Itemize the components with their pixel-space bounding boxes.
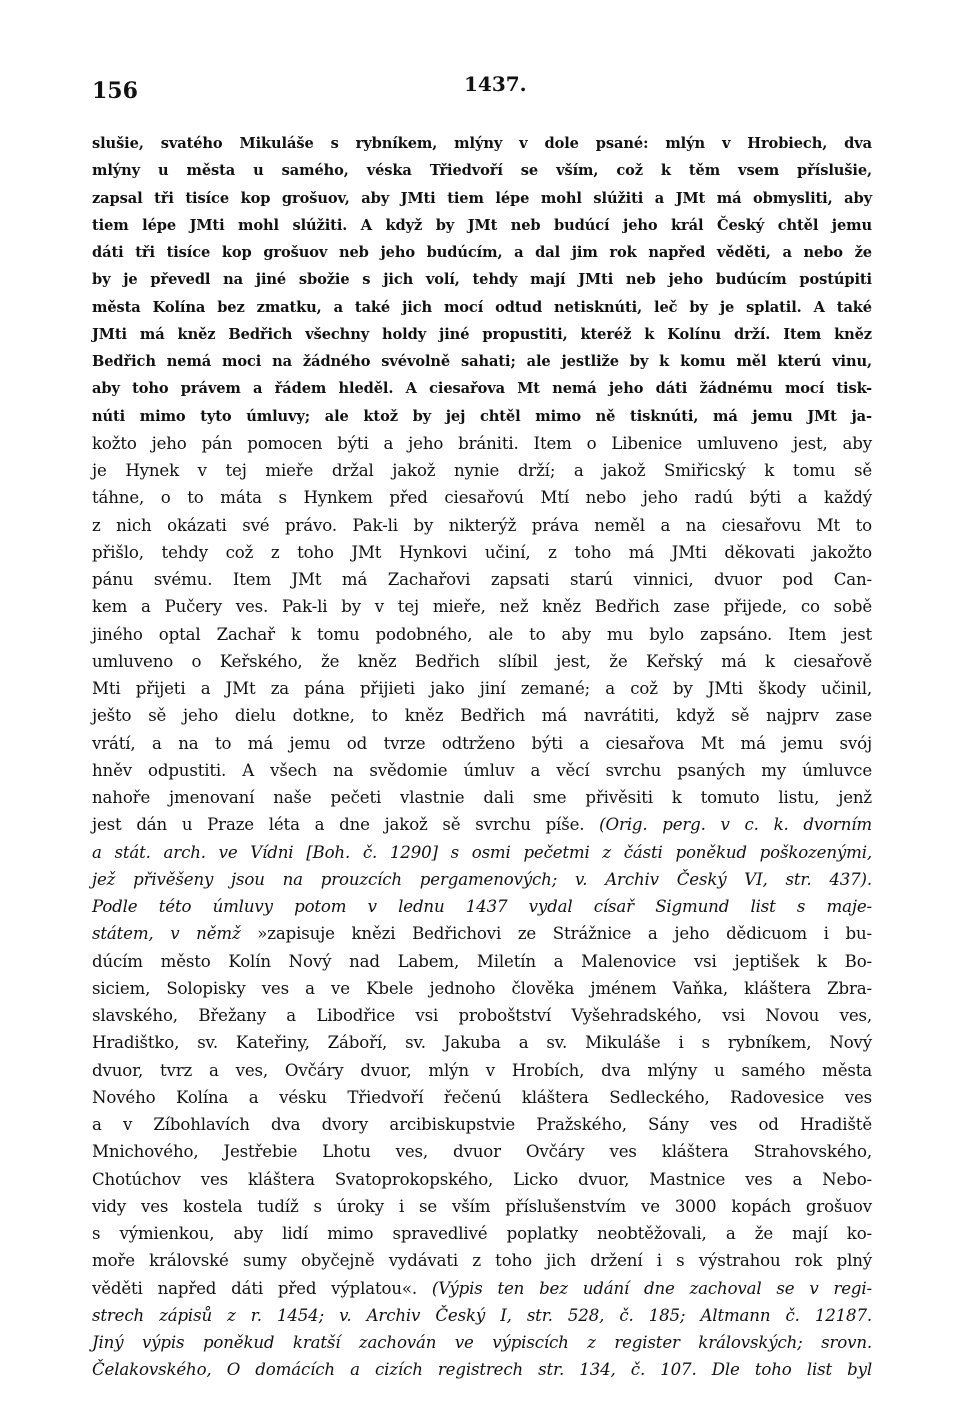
text-line-main: je Hynek v tej mieře držal jakož nynie drží; a jakož Smiřicský k tomu sě: [92, 461, 872, 480]
text-line-main: pánu svému. Item JMt má Zachařovi zapsati starú vinnici, dvuor pod Can-: [92, 570, 872, 589]
text-line-main: jest dán u Praze léta a dne jakož sě svrchu píše.: [92, 815, 585, 835]
text-line: [92, 1029, 872, 1056]
text-line-main: dáti tři tisíce kop grošuov neb jeho budúcím, a dal jim rok napřed věděti, a nebo že: [92, 244, 872, 261]
text-line: [92, 757, 872, 784]
text-line: [92, 784, 872, 811]
text-line: [92, 675, 872, 702]
text-line: [92, 920, 872, 947]
text-line-main: z nich okázati své právo. Pak-li by nikterýž práva neměl a na ciesařovu Mt to: [92, 515, 872, 535]
text-line-main: nahoře jmenovaní naše pečeti vlastnie dali sme přivěsiti k tomuto listu, jenž: [92, 788, 872, 807]
text-line-main: núti mimo tyto úmluvy; ale ktož by jej chtěl mimo ně tisknúti, má jemu JMt ja-: [92, 407, 872, 425]
text-line: [92, 975, 872, 1002]
text-line-main: Nového Kolína a vésku Třiedvoří řečenú kláštera Sedleckého, Radovesice ves: [92, 1087, 872, 1107]
text-line-main: zapsal tři tisíce kop grošuov, aby JMti tiem lépe mohl slúžiti a JMt má obmysliti, aby: [92, 189, 872, 207]
text-line: [92, 811, 872, 838]
text-line-main: věděti napřed dáti před výplatou«.: [92, 1278, 418, 1298]
text-line-main: Mti přijeti a JMt za pána přijieti jako jiní zemané; a což by JMti škody učinil,: [92, 679, 872, 698]
text-line: [92, 1329, 872, 1356]
text-line-main: kem a Pučery ves. Pak-li by v tej mieře, než kněz Bedřich zase přijede, co sobě: [92, 597, 872, 617]
text-line: [92, 239, 872, 266]
text-line: [92, 484, 872, 511]
text-line: [92, 321, 872, 348]
text-line-main: mlýny u města u samého, véska Třiedvoří se vším, což k těm vsem příslušie,: [92, 162, 872, 180]
text-line: [92, 1220, 872, 1247]
text-line-main: Čelakovského, O domácích a cizích registrech str. 134, č. 107. Dle toho list byl: [92, 1360, 872, 1380]
text-line: [92, 730, 872, 757]
text-line: [92, 1084, 872, 1111]
text-line: [92, 1166, 872, 1193]
text-line-main: jež přivěšeny jsou na prouzcích pergamenových; v. Archiv Český VI, str. 437).: [92, 869, 872, 889]
text-line-main: hněv odpustiti. A všech na svědomie úmluv a věcí svrchu psaných my úmluvce: [92, 760, 872, 780]
text-line-main: a stát. arch. ve Vídni [Boh. č. 1290] s osmi pečetmi z části poněkud poškozenými,: [92, 842, 872, 862]
text-line-main: by je převedl na jiné sbožie s jich volí, tehdy mají JMti neb jeho budúcím postúpiti: [92, 271, 872, 289]
text-line-main: slavského, Břežany a Libodřice vsi proboštství Vyšehradského, vsi Novou ves,: [92, 1006, 872, 1025]
text-line: [92, 621, 872, 648]
text-line-main: města Kolína bez zmatku, a také jich mocí odtud netisknúti, leč by je splatil. A také: [92, 298, 872, 316]
text-line: [92, 185, 872, 212]
text-line-main: jiného optal Zachař k tomu podobného, ale to aby mu bylo zapsáno. Item jest: [92, 624, 872, 644]
text-line-main: ješto sě jeho dielu dotkne, to kněz Bedřich má navrátiti, když sě najprv zase: [92, 706, 872, 726]
text-line-main: aby toho právem a řádem hleděl. A ciesařova Mt nemá jeho dáti žádnému mocí tisk-: [92, 380, 872, 398]
text-line: [92, 539, 872, 566]
text-line: [92, 1138, 872, 1165]
text-line: [92, 566, 872, 593]
text-line-main: moře královské sumy obyčejně vydávati z toho jich držení i s výstrahou rok plný: [92, 1251, 872, 1271]
text-line: [92, 1057, 872, 1084]
text-line-main: siciem, Solopisky ves a ve Kbele jednoho člověka jménem Vaňka, kláštera Zbra-: [92, 978, 872, 998]
text-line: [92, 512, 872, 539]
text-line: [92, 266, 872, 293]
text-line-main: státem, v němž: [92, 924, 241, 944]
text-line: [92, 866, 872, 893]
text-line-main: přišlo, tehdy což z toho JMt Hynkovi učiní, z toho má JMti děkovati jakožto: [92, 542, 872, 562]
text-line: [92, 375, 872, 402]
text-line-main: vidy ves kostela tudíž s úroky i se vším příslušenstvím ve 3000 kopách grošuov: [92, 1196, 872, 1216]
text-line-main: umluveno o Keřského, že kněz Bedřich slíbil jest, že Keřský má k ciesařově: [92, 651, 872, 671]
text-line: [92, 457, 872, 484]
text-line-italic-tail: (Výpis ten bez udání dne zachoval se v regi-: [417, 1278, 872, 1298]
text-line-main: Jiný výpis poněkud kratší zachován ve výpiscích z register královských; srovn.: [92, 1333, 872, 1352]
text-line-roman-tail: »zapisuje knězi Bedřichovi ze Strážnice a jeho dědicuom i bu-: [240, 924, 872, 944]
text-line-main: s výmienkou, aby lidí mimo spravedlivé poplatky neobtěžovali, a že mají ko-: [92, 1224, 872, 1243]
text-line: [92, 1193, 872, 1220]
text-line: [92, 648, 872, 675]
text-line: [92, 403, 872, 430]
running-header-year: 1437.: [464, 72, 527, 96]
text-line-main: Podle této úmluvy potom v lednu 1437 vydal císař Sigmund list s maje-: [92, 897, 872, 916]
body-text: [92, 130, 872, 1384]
text-line-main: JMti má kněz Bedřich všechny holdy jiné propustiti, kteréž k Kolínu drží. Item kněz: [92, 325, 872, 343]
text-line: [92, 593, 872, 620]
text-line-main: strech zápisů z r. 1454; v. Archiv Český I, str. 528, č. 185; Altmann č. 12187.: [92, 1305, 872, 1325]
text-line-main: dúcím město Kolín Nový nad Labem, Miletín a Malenovice vsi jeptišek k Bo-: [92, 951, 872, 971]
text-line: [92, 702, 872, 729]
text-line: [92, 130, 872, 157]
text-line-main: dvuor, tvrz a ves, Ovčáry dvuor, mlýn v Hrobích, dva mlýny u samého města: [92, 1060, 872, 1080]
text-line-main: Hradištko, sv. Kateřiny, Záboří, sv. Jakuba a sv. Mikuláše i s rybníkem, Nový: [92, 1033, 872, 1053]
text-line: [92, 1247, 872, 1274]
text-line-italic-tail: (Orig. perg. v c. k. dvorním: [584, 815, 872, 835]
text-line: [92, 157, 872, 184]
text-line-main: táhne, o to máta s Hynkem před ciesařovú Mtí nebo jeho radú býti a každý: [92, 488, 872, 508]
text-line: [92, 1275, 872, 1302]
text-line: [92, 430, 872, 457]
text-line-main: tiem lépe JMti mohl slúžiti. A když by JMt neb budúcí jeho král Český chtěl jemu: [92, 216, 872, 234]
page-number: 156: [92, 78, 138, 104]
text-line: [92, 839, 872, 866]
text-line-main: Chotúchov ves kláštera Svatoprokopského, Licko dvuor, Mastnice ves a Nebo-: [92, 1169, 872, 1189]
text-line-main: vrátí, a na to má jemu od tvrze odtrženo býti a ciesařova Mt má jemu svój: [92, 733, 872, 753]
text-line: [92, 948, 872, 975]
text-line: [92, 1002, 872, 1029]
text-line: [92, 1356, 872, 1383]
text-line: [92, 294, 872, 321]
text-line: [92, 1302, 872, 1329]
text-line: [92, 893, 872, 920]
text-line-main: Mnichového, Jestřebie Lhotu ves, dvuor Ovčáry ves kláštera Strahovského,: [92, 1142, 872, 1162]
text-line-main: a v Zíbohlavích dva dvory arcibiskupstvie Pražského, Sány ves od Hradiště: [92, 1115, 872, 1134]
text-line-main: slušie, svatého Mikuláše s rybníkem, mlýny v dole psané: mlýn v Hrobiech, dva: [92, 135, 872, 152]
text-line: [92, 212, 872, 239]
text-line-main: kožto jeho pán pomocen býti a jeho brániti. Item o Libenice umluveno jest, aby: [92, 433, 872, 453]
text-line: [92, 1111, 872, 1138]
text-line-main: Bedřich nemá moci na žádného svévolně sahati; ale jestliže by k komu měl kterú vinu,: [92, 353, 872, 370]
text-line: [92, 348, 872, 375]
